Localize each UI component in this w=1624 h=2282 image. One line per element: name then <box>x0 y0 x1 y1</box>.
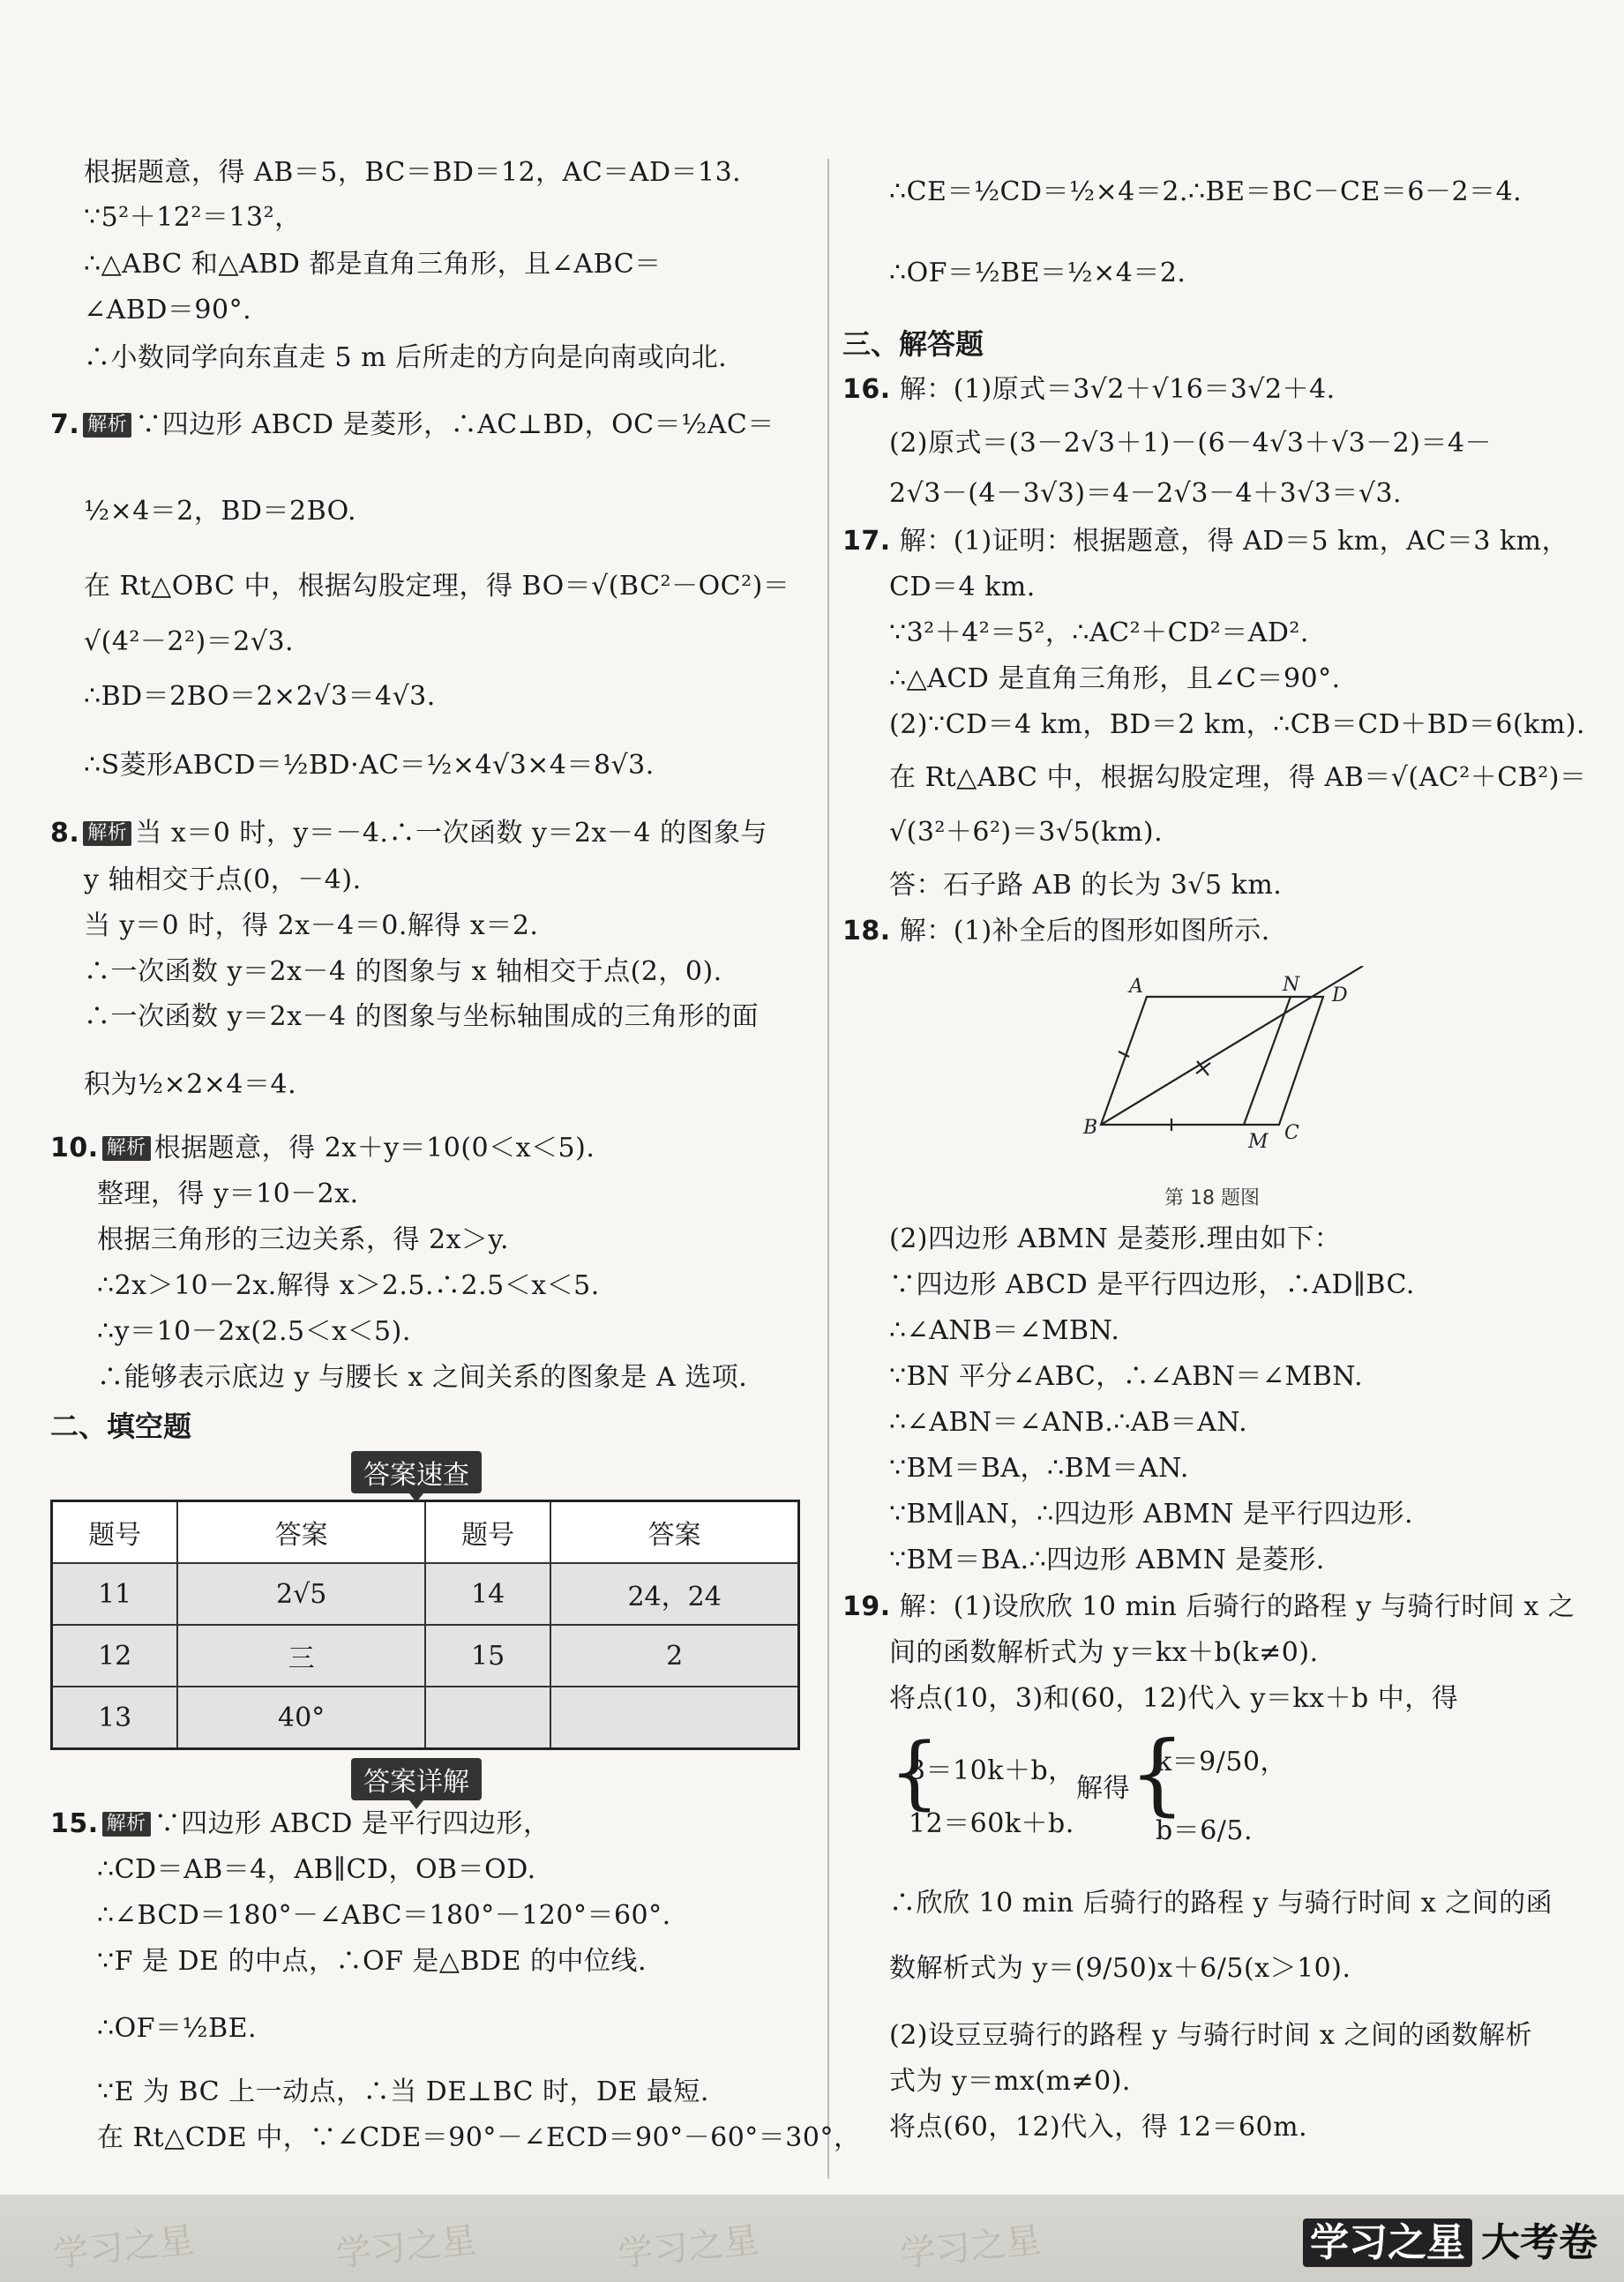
text-line: ∵BM＝BA.∴四边形 ABMN 是菱形. <box>889 1545 1325 1575</box>
text-line: ∴∠ANB＝∠MBN. <box>889 1315 1120 1346</box>
text-line: 将点(10，3)和(60，12)代入 y＝kx＋b 中，得 <box>889 1683 1459 1714</box>
question-number: 10. <box>50 1133 99 1163</box>
parallelogram-diagram <box>1067 966 1385 1213</box>
arc-mark <box>1196 1063 1210 1074</box>
table-cell <box>425 1687 550 1749</box>
analysis-tag: 解析 <box>102 1812 151 1837</box>
text-line: ∴S菱形ABCD＝½BD·AC＝½×4√3×4＝8√3. <box>84 750 655 781</box>
text-line: ∵5²＋12²＝13²， <box>84 202 302 233</box>
text-line: 2√3－(4－3√3)＝4－2√3－4＋3√3＝√3. <box>889 478 1403 509</box>
question-16 <box>842 372 1336 408</box>
label-m: M <box>1248 1131 1269 1153</box>
text-line: 当 y＝0 时，得 2x－4＝0.解得 x＝2. <box>84 910 539 941</box>
text-line: 答：石子路 AB 的长为 3√5 km. <box>889 870 1283 901</box>
table-cell: 三 <box>177 1625 425 1687</box>
text-line: 整理，得 y＝10－2x. <box>97 1178 359 1209</box>
text-line: 积为½×2×4＝4. <box>84 1069 297 1100</box>
text-line: 在 Rt△OBC 中，根据勾股定理，得 BO＝√(BC²－OC²)＝ <box>84 571 790 602</box>
text-line: ∵E 为 BC 上一动点，∴当 DE⊥BC 时，DE 最短. <box>97 2076 709 2107</box>
equation-line: b＝6/5. <box>1156 1815 1254 1846</box>
watermark: 学习之星 <box>616 2219 761 2276</box>
text-line: ∴CD＝AB＝4，AB∥CD，OB＝OD. <box>97 1854 536 1885</box>
text-line: 解得 <box>1076 1773 1130 1804</box>
text-line: 根据三角形的三边关系，得 2x＞y. <box>97 1224 510 1255</box>
brand-text: 大考卷 <box>1481 2220 1598 2265</box>
question-19 <box>842 1590 1575 1625</box>
analysis-tag: 解析 <box>83 413 131 438</box>
question-number: 16. <box>842 374 891 405</box>
text-line: ∴小数同学向东直走 5 m 后所走的方向是向南或向北. <box>84 342 728 373</box>
text-line: ∴△ABC 和△ABD 都是直角三角形，且∠ABC＝ <box>84 249 662 280</box>
text-line: ∠ABD＝90°. <box>84 295 252 325</box>
text-line: 根据题意，得 AB＝5，BC＝BD＝12，AC＝AD＝13. <box>84 157 742 188</box>
text-line: 四边形 ABCD 是菱形，∴AC⊥BD，OC＝½AC＝ <box>161 409 775 440</box>
watermark: 学习之星 <box>898 2219 1044 2276</box>
text-line: (2)原式＝(3－2√3＋1)－(6－4√3＋√3－2)＝4－ <box>889 428 1493 459</box>
text-line: ∴欣欣 10 min 后骑行的路程 y 与骑行时间 x 之间的函 <box>889 1888 1553 1919</box>
section-heading: 二、填空题 <box>50 1410 192 1443</box>
text-line: 解：(1)证明：根据题意，得 AD＝5 km，AC＝3 km， <box>899 526 1569 557</box>
question-10 <box>50 1131 595 1166</box>
label-d: D <box>1332 984 1348 1006</box>
text-line: 式为 y＝mx(m≠0). <box>889 2066 1131 2097</box>
question-number: 15. <box>50 1808 99 1839</box>
question-number: 7. <box>50 409 80 440</box>
question-15 <box>50 1807 550 1842</box>
table-header: 答案 <box>550 1501 798 1564</box>
question-18 <box>842 914 1270 949</box>
table-header: 答案 <box>177 1501 425 1564</box>
question-number: 17. <box>842 526 891 557</box>
text-line: 解：(1)设欣欣 10 min 后骑行的路程 y 与骑行时间 x 之 <box>899 1591 1575 1622</box>
text-line: ∴y＝10－2x(2.5＜x＜5). <box>97 1316 411 1347</box>
footer-bar <box>0 2195 1624 2282</box>
label-a: A <box>1129 976 1143 998</box>
label-c: C <box>1284 1122 1299 1144</box>
text-line: ∴2x＞10－2x.解得 x＞2.5.∴2.5＜x＜5. <box>97 1270 600 1301</box>
text-line: y 轴相交于点(0，－4). <box>84 864 362 895</box>
table-cell: 24，24 <box>550 1563 798 1625</box>
text-line: ∵3²＋4²＝5²，∴AC²＋CD²＝AD². <box>889 617 1309 648</box>
question-number: 18. <box>842 916 891 946</box>
text-line: ∵F 是 DE 的中点，∴OF 是△BDE 的中位线. <box>97 1946 647 1977</box>
text-line: 根据题意，得 2x＋y＝10(0＜x＜5). <box>153 1133 595 1163</box>
watermark: 学习之星 <box>51 2219 197 2276</box>
text-line: ∴一次函数 y＝2x－4 的图象与坐标轴围成的三角形的面 <box>84 1001 760 1032</box>
question-7 <box>50 408 775 443</box>
text-line: √(3²＋6²)＝3√5(km). <box>889 817 1164 848</box>
table-row <box>52 1625 799 1687</box>
text-line: ∵BM∥AN，∴四边形 ABMN 是平行四边形. <box>889 1499 1413 1530</box>
table-cell: 12 <box>52 1625 178 1687</box>
column-divider <box>827 159 829 2179</box>
analysis-tag: 解析 <box>102 1136 151 1161</box>
section-heading: 三、解答题 <box>842 327 984 361</box>
table-cell: 15 <box>425 1625 550 1687</box>
brace: { <box>889 1726 940 1819</box>
table-cell: 11 <box>52 1563 178 1625</box>
question-number: 8. <box>50 818 80 849</box>
segment-mn <box>1244 997 1291 1125</box>
text-line: ∵四边形 ABCD 是平行四边形，∴AD∥BC. <box>889 1269 1415 1300</box>
question-17 <box>842 524 1568 559</box>
text-line: √(4²－2²)＝2√3. <box>84 626 295 657</box>
text-line: 将点(60，12)代入，得 12＝60m. <box>889 2112 1308 2143</box>
question-8 <box>50 816 767 851</box>
text-line: 解：(1)补全后的图形如图所示. <box>899 916 1270 946</box>
text-line: ∵BM＝BA，∴BM＝AN. <box>889 1453 1189 1484</box>
text-line: ∴OF＝½BE＝½×4＝2. <box>889 258 1186 288</box>
figure-18 <box>1067 966 1385 1216</box>
text-line: 解：(1)原式＝3√2＋√16＝3√2＋4. <box>899 374 1336 405</box>
answer-quick-banner: 答案速查 <box>351 1451 482 1493</box>
text-line: 当 x＝0 时，y＝－4.∴一次函数 y＝2x－4 的图象与 <box>135 818 768 849</box>
text-line: 数解析式为 y＝(9/50)x＋6/5(x＞10). <box>889 1953 1351 1984</box>
text-line: ∴∠BCD＝180°－∠ABC＝180°－120°＝60°. <box>97 1900 671 1931</box>
table-cell: 14 <box>425 1563 550 1625</box>
equation-line: 3＝10k＋b， <box>909 1755 1075 1786</box>
text-line: ∴CE＝½CD＝½×4＝2.∴BE＝BC－CE＝6－2＝4. <box>889 176 1523 207</box>
table-header-row <box>52 1501 799 1564</box>
text-line: CD＝4 km. <box>889 572 1036 602</box>
table-header: 题号 <box>425 1501 550 1564</box>
text-line: ∴OF＝½BE. <box>97 2013 258 2044</box>
figure-caption: 第 18 题图 <box>1164 1187 1260 1209</box>
answer-table <box>50 1500 800 1750</box>
text-line: 在 Rt△CDE 中，∵∠CDE＝90°－∠ECD＝90°－60°＝30°， <box>97 2122 861 2153</box>
text-line: ∴BD＝2BO＝2×2√3＝4√3. <box>84 681 436 712</box>
table-row <box>52 1687 799 1749</box>
text-line: 在 Rt△ABC 中，根据勾股定理，得 AB＝√(AC²＋CB²)＝ <box>889 762 1587 793</box>
answer-detail-banner: 答案详解 <box>351 1758 482 1800</box>
table-cell: 2√5 <box>177 1563 425 1625</box>
equation-line: 12＝60k＋b. <box>909 1808 1074 1839</box>
text-line: ½×4＝2，BD＝2BO. <box>84 496 357 527</box>
table-cell: 13 <box>52 1687 178 1749</box>
text-line: ∵BN 平分∠ABC，∴∠ABN＝∠MBN. <box>889 1361 1364 1392</box>
text-line: (2)设豆豆骑行的路程 y 与骑行时间 x 之间的函数解析 <box>889 2020 1533 2051</box>
solution-system <box>1129 1718 1323 1868</box>
table-cell <box>550 1687 798 1749</box>
question-number: 19. <box>842 1591 891 1622</box>
watermark: 学习之星 <box>333 2219 479 2276</box>
because-symbol: ∵ <box>135 409 162 440</box>
table-cell: 2 <box>550 1625 798 1687</box>
analysis-tag: 解析 <box>83 821 131 846</box>
label-b: B <box>1083 1117 1098 1139</box>
table-row <box>52 1563 799 1625</box>
table-cell: 40° <box>177 1687 425 1749</box>
brace: { <box>1129 1722 1186 1825</box>
text-line: ∴∠ABN＝∠ANB.∴AB＝AN. <box>889 1407 1248 1438</box>
text-line: 间的函数解析式为 y＝kx＋b(k≠0). <box>889 1637 1319 1668</box>
text-line: ∴能够表示底边 y 与腰长 x 之间关系的图象是 A 选项. <box>97 1362 748 1393</box>
text-line: ∴一次函数 y＝2x－4 的图象与 x 轴相交于点(2，0). <box>84 956 722 987</box>
table-header: 题号 <box>52 1501 178 1564</box>
text-line: (2)四边形 ABMN 是菱形.理由如下： <box>889 1223 1342 1254</box>
text-line: 四边形 ABCD 是平行四边形， <box>181 1808 550 1839</box>
label-n: N <box>1283 974 1300 996</box>
brand-box: 学习之星 <box>1303 2218 1472 2267</box>
because-symbol: ∵ <box>153 1808 182 1839</box>
text-line: (2)∵CD＝4 km，BD＝2 km，∴CB＝CD＋BD＝6(km). <box>889 709 1586 740</box>
equation-line: k＝9/50， <box>1156 1747 1288 1777</box>
text-line: ∴△ACD 是直角三角形，且∠C＝90°. <box>889 663 1341 694</box>
brand-logo <box>1303 2211 1598 2267</box>
